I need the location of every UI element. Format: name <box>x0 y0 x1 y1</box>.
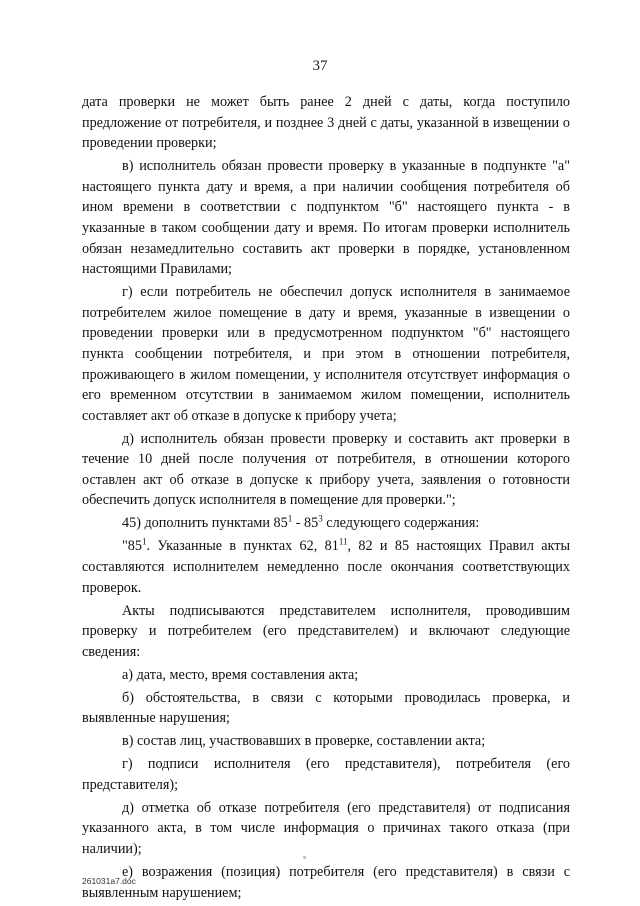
item45-suffix: следующего содержания: <box>322 515 480 532</box>
list-item-b: б) обстоятельства, в связи с которыми проводилась проверка, и выявленные нарушения; <box>82 689 570 727</box>
paragraph-v: в) исполнитель обязан провести проверку в указанные в подпункте "а" настоящего пункта дату и время, а при наличии сообщения потребителя об ином времени в соответствии с подпунктом "б" настоящего пункта - в указанные в таком сообщении дату и время. По итогам проверки исполнитель обязан незамедлительно составить акт проверки в порядке, установленном настоящими Правилами; <box>82 158 570 278</box>
list-item-g: г) подписи исполнителя (его представителя), потребителя (его представителя); <box>82 756 570 793</box>
item85-text2: , 82 и 85 настоящих Правил акты составляются исполнителем немедленно после окончания соответствующих проверок. <box>82 538 570 596</box>
item85-sup1: 1 <box>141 536 147 547</box>
paragraph-item-45 <box>82 513 570 534</box>
item45-sup1: 1 <box>287 513 293 524</box>
page-number: 37 <box>312 58 328 74</box>
paragraph-acts: Акты подписываются представителем исполнителя, проводившим проверку и потребителем (его представителем) и включают следующие сведения: <box>82 602 570 660</box>
paragraph-item-85-1 <box>82 536 570 598</box>
document-body <box>82 92 570 906</box>
scan-speck <box>303 856 306 859</box>
item45-prefix: 45) дополнить пунктами 85 <box>122 515 288 532</box>
item45-mid: - 85 <box>292 515 319 532</box>
item85-text1: . Указанные в пунктах 62, 81 <box>146 538 339 555</box>
list-item-v: в) состав лиц, участвовавших в проверке, составлении акта; <box>122 733 486 750</box>
item85-open: "85 <box>122 538 142 555</box>
paragraph-d: д) исполнитель обязан провести проверку и составить акт проверки в течение 10 дней после получения от потребителя, в отношении которого оставлен акт об отказе в допуске к прибору учета, заявления о готовности обеспечить допуск исполнителя в помещение для проверки."; <box>82 430 570 509</box>
footer-file-code: 261031a7.doc <box>82 876 136 886</box>
list-item-a: а) дата, место, время составления акта; <box>122 666 359 683</box>
item85-sup2: 11 <box>338 536 348 547</box>
paragraph-continuation: дата проверки не может быть ранее 2 дней с даты, когда поступило предложение от потребителя, и позднее 3 дней с даты, указанной в извещении о проведении проверки; <box>82 94 570 152</box>
list-item-d: д) отметка об отказе потребителя (его представителя) от подписания указанного акта, в том числе информация о причинах такого отказа (при наличии); <box>82 799 570 858</box>
list-item-e: е) возражения (позиция) потребителя (его представителя) в связи с выявленным нарушением; <box>82 864 570 901</box>
paragraph-g: г) если потребитель не обеспечил допуск исполнителя в занимаемое потребителем жилое помещение в дату и время, указанные в извещении о проведении проверки или в предусмотренном подпунктом "б" настоящего пункта сообщении потребителя, и при этом в отношении потребителя, проживающего в жилом помещении, у исполнителя отсутствует информация о его временном отсутствии в занимаемом жилом помещении, исполнитель составляет акт об отказе в допуске к прибору учета; <box>82 284 570 424</box>
item45-sup2: 3 <box>318 513 323 524</box>
